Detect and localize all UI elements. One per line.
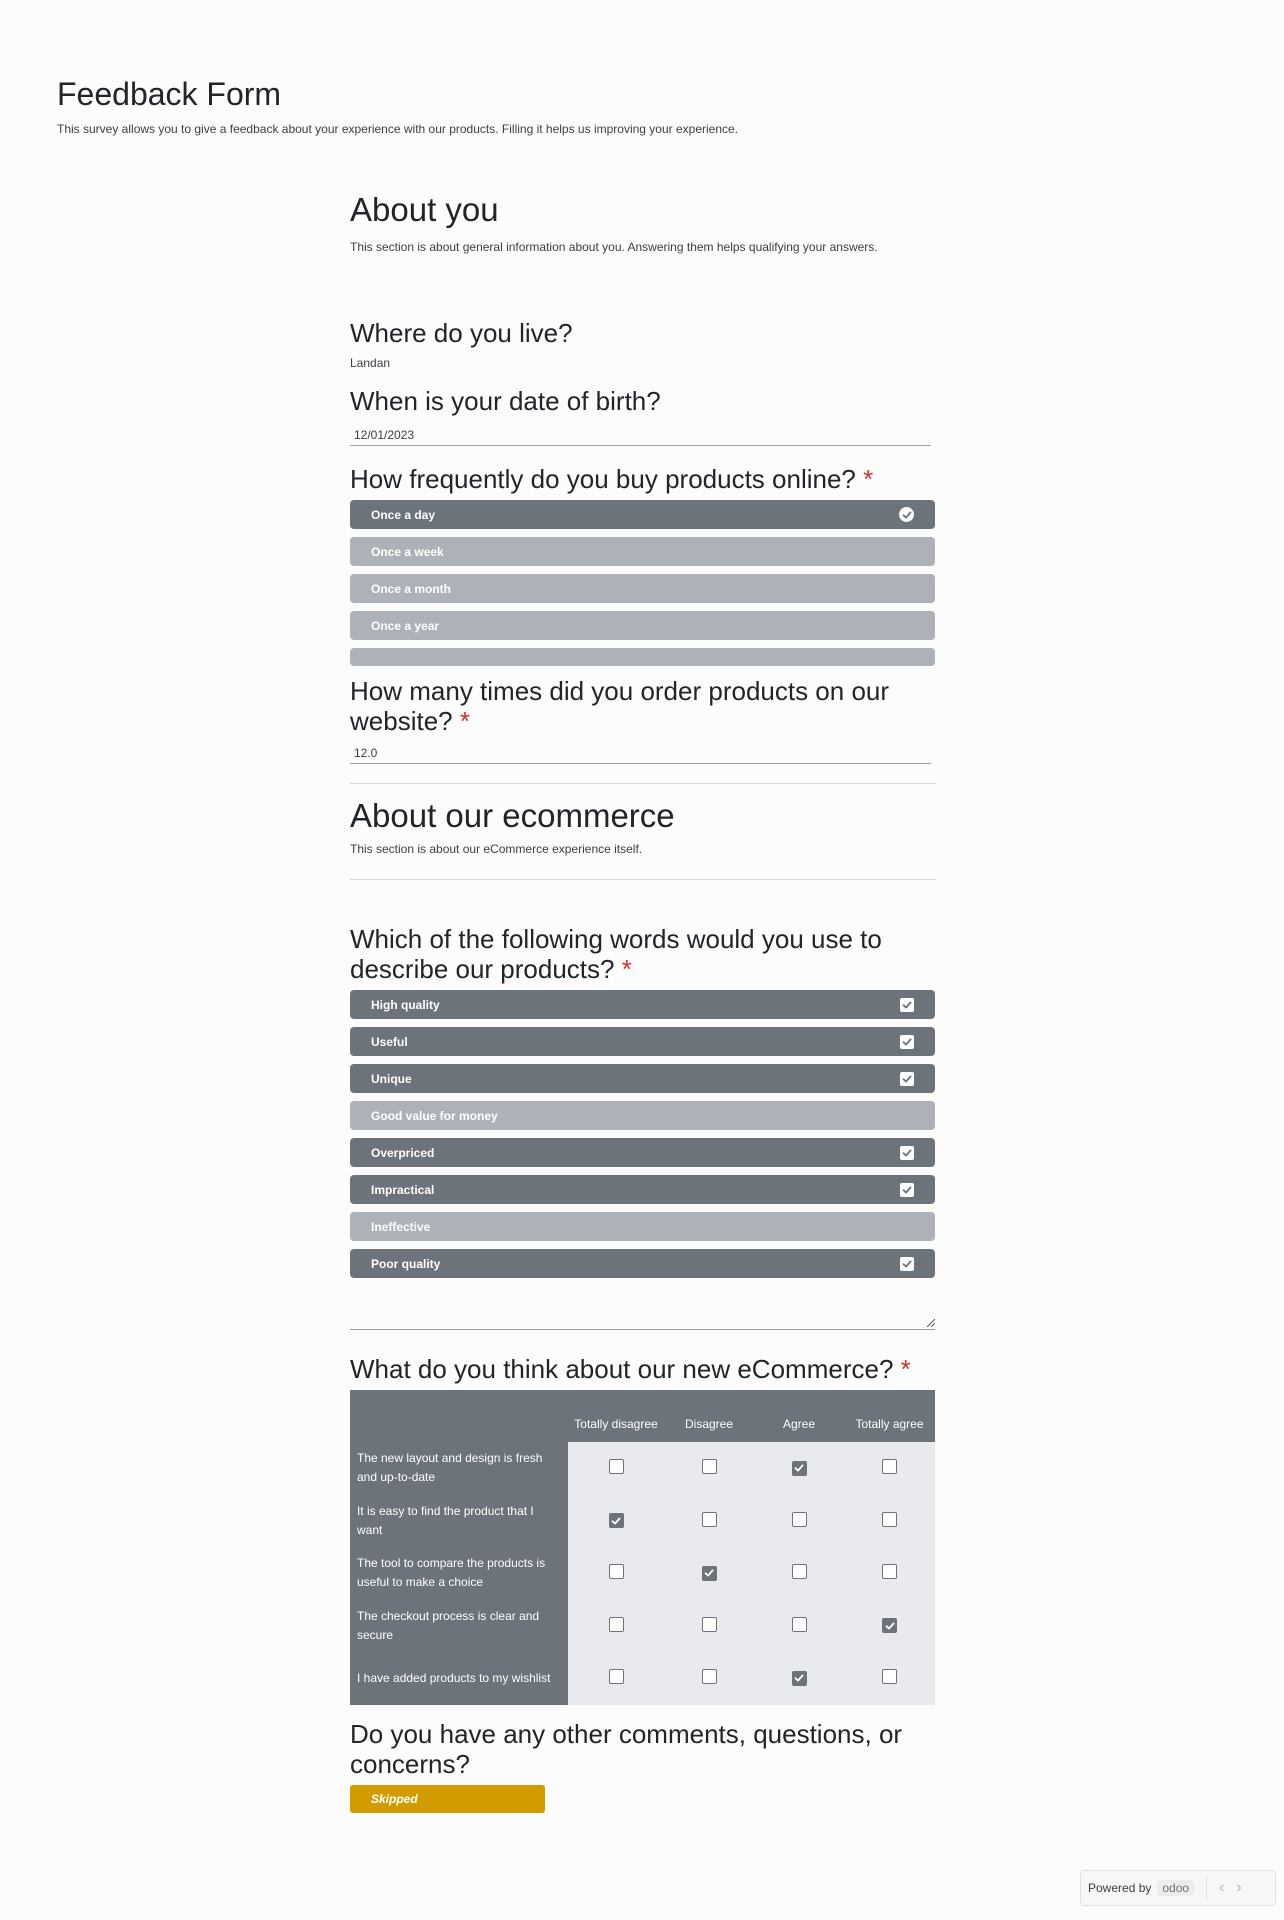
resize-handle-icon[interactable] — [927, 1319, 935, 1327]
option-label: Unique — [371, 1071, 412, 1086]
section-divider — [350, 783, 935, 784]
question-title-text: How frequently do you buy products online? — [350, 464, 856, 494]
matrix-checkbox[interactable] — [702, 1617, 717, 1632]
required-mark: * — [621, 954, 632, 984]
question-orders — [350, 676, 935, 764]
matrix-column-header: Totally disagree — [568, 1390, 664, 1442]
checkbox-checked-icon — [900, 1183, 914, 1197]
word-option[interactable] — [350, 1175, 935, 1204]
survey-header — [57, 74, 1057, 136]
section-description: This section is about our eCommerce experience itself. — [350, 842, 643, 856]
question-title: Do you have any other comments, questions, or concerns? — [350, 1718, 903, 1779]
word-option[interactable] — [350, 1249, 935, 1278]
section-description: This section is about general information about you. Answering them helps qualifying your answers. — [350, 240, 878, 254]
option-label: Once a day — [371, 507, 436, 522]
matrix-column-header: Disagree — [664, 1390, 754, 1442]
question-title — [350, 676, 935, 736]
powered-by-bar — [1080, 1870, 1276, 1906]
matrix-row — [350, 1495, 935, 1548]
frequency-option[interactable] — [350, 500, 935, 529]
word-options — [350, 990, 935, 1278]
matrix-table — [350, 1390, 935, 1705]
survey-body — [350, 190, 935, 1813]
birth-date-field[interactable]: 12/01/2023 — [350, 424, 931, 446]
matrix-row-label: The checkout process is clear and secure — [350, 1600, 568, 1653]
matrix-checkbox[interactable] — [702, 1459, 717, 1474]
matrix-cell — [754, 1547, 844, 1600]
matrix-cell — [568, 1600, 664, 1653]
option-label: High quality — [371, 997, 440, 1012]
matrix-checkbox[interactable] — [792, 1512, 807, 1527]
matrix-checkbox[interactable] — [882, 1564, 897, 1579]
section-title: About you — [350, 191, 499, 228]
matrix-cell — [754, 1652, 844, 1705]
matrix-row-label: The new layout and design is fresh and up-to-date — [350, 1442, 568, 1495]
survey-title: Feedback Form — [57, 76, 282, 112]
question-title-text: What do you think about our new eCommerce? — [350, 1354, 894, 1384]
frequency-options — [350, 500, 935, 666]
matrix-cell — [664, 1600, 754, 1653]
matrix-cell — [664, 1442, 754, 1495]
matrix-cell — [754, 1442, 844, 1495]
checkbox-checked-icon — [900, 1072, 914, 1086]
matrix-cell — [664, 1652, 754, 1705]
skipped-badge: Skipped — [350, 1785, 545, 1813]
matrix-checkbox[interactable] — [882, 1512, 897, 1527]
matrix-cell — [754, 1600, 844, 1653]
word-option[interactable] — [350, 1138, 935, 1167]
question-title — [350, 464, 935, 494]
answer-live: Landan — [350, 356, 391, 370]
checkbox-checked-icon — [900, 1035, 914, 1049]
nav-separator — [1206, 1876, 1207, 1900]
matrix-column-header: Totally agree — [844, 1390, 935, 1442]
matrix-checkbox[interactable] — [882, 1459, 897, 1474]
question-words — [350, 924, 935, 1330]
option-label: Overpriced — [371, 1145, 435, 1160]
word-option[interactable] — [350, 990, 935, 1019]
section-ecommerce — [350, 796, 935, 856]
option-label: Once a year — [371, 618, 440, 633]
matrix-cell — [844, 1652, 935, 1705]
question-live — [350, 318, 935, 370]
frequency-option[interactable] — [350, 611, 935, 640]
matrix-cell — [664, 1547, 754, 1600]
matrix-row — [350, 1600, 935, 1653]
matrix-checkbox-checked[interactable] — [792, 1671, 807, 1686]
required-mark: * — [459, 706, 470, 736]
frequency-option[interactable] — [350, 574, 935, 603]
previous-page-icon[interactable]: ‹ — [1219, 1879, 1225, 1896]
frequency-option[interactable] — [350, 648, 935, 666]
matrix-cell — [844, 1600, 935, 1653]
other-comment-textarea[interactable] — [350, 1286, 935, 1330]
section-divider — [350, 879, 935, 880]
option-label: Impractical — [371, 1182, 435, 1197]
question-title: Where do you live? — [350, 318, 573, 348]
matrix-row-label: I have added products to my wishlist — [350, 1652, 568, 1705]
matrix-row — [350, 1652, 935, 1705]
matrix-cell — [568, 1495, 664, 1548]
word-option[interactable] — [350, 1101, 935, 1130]
question-title — [350, 924, 935, 984]
word-option[interactable] — [350, 1027, 935, 1056]
matrix-header-row — [350, 1390, 935, 1442]
matrix-cell — [844, 1442, 935, 1495]
word-option[interactable] — [350, 1064, 935, 1093]
matrix-checkbox[interactable] — [609, 1459, 624, 1474]
option-label: Once a month — [371, 581, 452, 596]
matrix-body — [350, 1442, 935, 1705]
word-option[interactable] — [350, 1212, 935, 1241]
matrix-cell — [844, 1495, 935, 1548]
matrix-checkbox[interactable] — [792, 1617, 807, 1632]
section-title: About our ecommerce — [350, 797, 675, 834]
frequency-option[interactable] — [350, 537, 935, 566]
matrix-cell — [754, 1495, 844, 1548]
question-birth — [350, 386, 935, 446]
matrix-cell — [568, 1652, 664, 1705]
matrix-checkbox[interactable] — [702, 1512, 717, 1527]
question-matrix — [350, 1354, 935, 1705]
odoo-logo[interactable]: odoo — [1157, 1880, 1194, 1896]
matrix-checkbox-checked[interactable] — [702, 1566, 717, 1581]
question-title: When is your date of birth? — [350, 386, 661, 416]
next-page-icon[interactable]: › — [1236, 1879, 1242, 1896]
matrix-row — [350, 1442, 935, 1495]
matrix-checkbox[interactable] — [882, 1669, 897, 1684]
matrix-row — [350, 1547, 935, 1600]
survey-description: This survey allows you to give a feedback about your experience with our products. Filling it helps us improving your experience. — [57, 122, 739, 136]
matrix-checkbox-checked[interactable] — [882, 1618, 897, 1633]
section-about-you — [350, 190, 935, 254]
checkbox-checked-icon — [900, 998, 914, 1012]
option-label: Poor quality — [371, 1256, 441, 1271]
option-label: Good value for money — [371, 1108, 498, 1123]
matrix-row-label: The tool to compare the products is useful to make a choice — [350, 1547, 568, 1600]
matrix-column-header: Agree — [754, 1390, 844, 1442]
matrix-checkbox-checked[interactable] — [792, 1461, 807, 1476]
matrix-cell — [844, 1547, 935, 1600]
powered-by-text: Powered by — [1088, 1881, 1152, 1895]
question-title-text: Which of the following words would you use to describe our products? — [350, 924, 882, 984]
radio-checked-icon — [899, 507, 914, 522]
matrix-cell — [568, 1442, 664, 1495]
option-label: Useful — [371, 1034, 408, 1049]
matrix-checkbox[interactable] — [702, 1669, 717, 1684]
option-label: Ineffective — [371, 1219, 431, 1234]
matrix-corner — [350, 1390, 568, 1442]
matrix-checkbox-checked[interactable] — [609, 1513, 624, 1528]
matrix-row-label: It is easy to find the product that I want — [350, 1495, 568, 1548]
matrix-cell — [664, 1495, 754, 1548]
matrix-checkbox[interactable] — [792, 1564, 807, 1579]
matrix-checkbox[interactable] — [609, 1617, 624, 1632]
question-comments — [350, 1719, 935, 1813]
matrix-checkbox[interactable] — [609, 1564, 624, 1579]
required-mark: * — [863, 464, 874, 494]
option-label: Once a week — [371, 544, 444, 559]
required-mark: * — [900, 1354, 911, 1384]
question-frequency — [350, 464, 935, 666]
matrix-cell — [568, 1547, 664, 1600]
matrix-checkbox[interactable] — [609, 1669, 624, 1684]
checkbox-checked-icon — [900, 1146, 914, 1160]
question-title — [350, 1354, 935, 1384]
orders-count-field[interactable]: 12.0 — [350, 742, 931, 764]
question-title-text: How many times did you order products on our website? — [350, 676, 890, 736]
checkbox-checked-icon — [900, 1257, 914, 1271]
